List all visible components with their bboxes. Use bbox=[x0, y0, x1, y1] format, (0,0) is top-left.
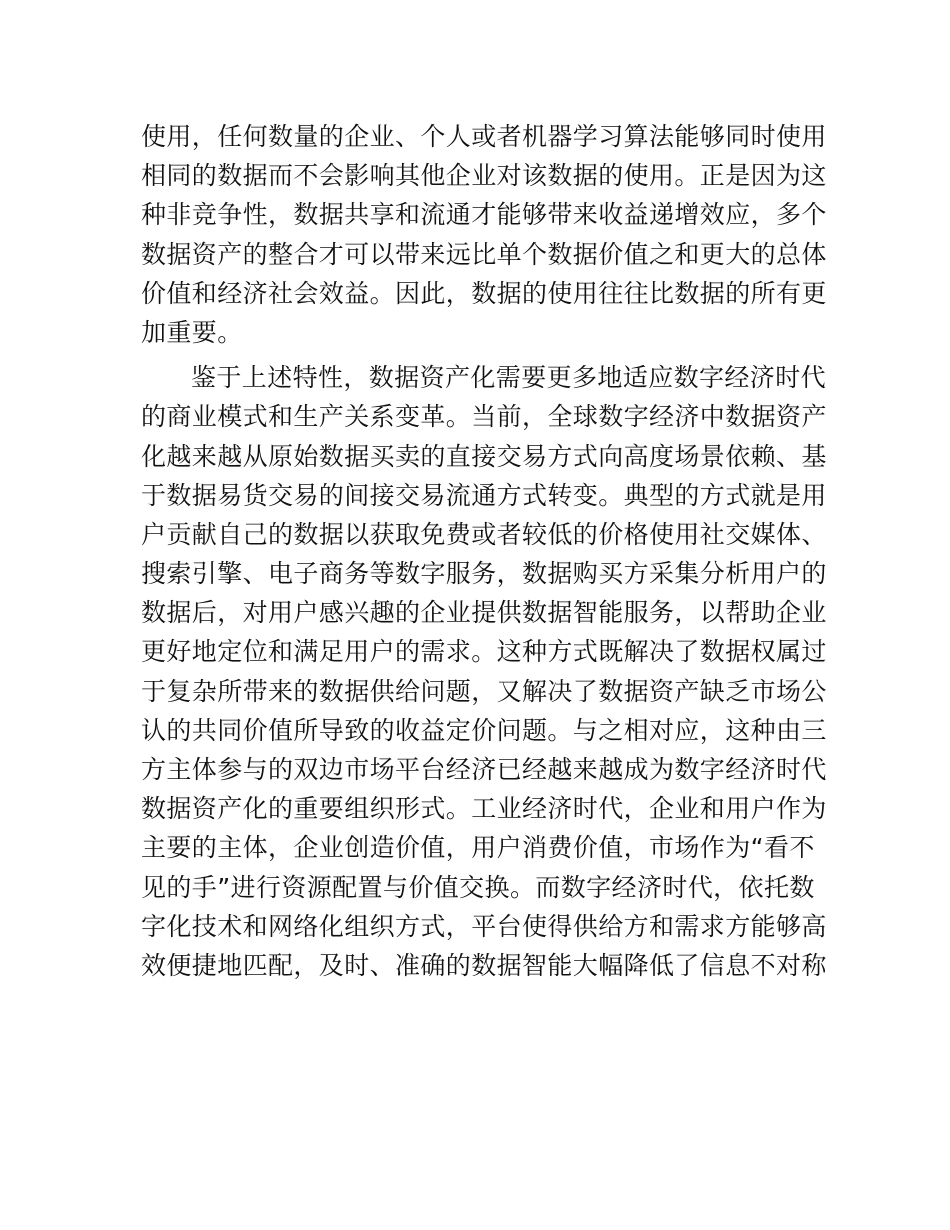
text-line: 效便捷地匹配，及时、准确的数据智能大幅降低了信息不对称 bbox=[141, 950, 827, 980]
text-line: 主要的主体，企业创造价值，用户消费价值，市场作为“看不 bbox=[141, 833, 815, 863]
text-line: 相同的数据而不会影响其他企业对该数据的使用。正是因为这 bbox=[141, 161, 827, 191]
text-line: 种非竞争性，数据共享和流通才能够带来收益递增效应，多个 bbox=[141, 200, 827, 230]
text-line: 数据后，对用户感兴趣的企业提供数据智能服务，以帮助企业 bbox=[141, 598, 827, 628]
text-line: 认的共同价值所导致的收益定价问题。与之相对应，这种由三 bbox=[141, 715, 827, 745]
text-line: 搜索引擎、电子商务等数字服务，数据购买方采集分析用户的 bbox=[141, 559, 827, 589]
text-line: 方主体参与的双边市场平台经济已经越来越成为数字经济时代 bbox=[141, 755, 827, 784]
text-line: 使用，任何数量的企业、个人或者机器学习算法能够同时使用 bbox=[141, 122, 827, 151]
body-text bbox=[141, 117, 827, 985]
text-line: 于数据易货交易的间接交易流通方式转变。典型的方式就是用 bbox=[141, 480, 827, 510]
text-line: 数据资产的整合才可以带来远比单个数据价值之和更大的总体 bbox=[141, 239, 827, 269]
text-line: 于复杂所带来的数据供给问题，又解决了数据资产缺乏市场公 bbox=[141, 676, 827, 706]
text-line: 的商业模式和生产关系变革。当前，全球数字经济中数据资产 bbox=[141, 402, 827, 432]
text-line: 数据资产化的重要组织形式。工业经济时代，企业和用户作为 bbox=[141, 794, 827, 824]
text-line: 字化技术和网络化组织方式，平台使得供给方和需求方能够高 bbox=[141, 911, 827, 941]
text-line-indented: 鉴于上述特性，数据资产化需要更多地适应数字经济时代 bbox=[191, 363, 827, 393]
text-line: 见的手”进行资源配置与价值交换。而数字经济时代，依托数 bbox=[141, 872, 815, 902]
text-line: 更好地定位和满足用户的需求。这种方式既解决了数据权属过 bbox=[141, 637, 827, 667]
text-line: 户贡献自己的数据以获取免费或者较低的价格使用社交媒体、 bbox=[141, 519, 827, 549]
text-line: 化越来越从原始数据买卖的直接交易方式向高度场景依赖、基 bbox=[141, 441, 827, 471]
text-line: 价值和经济社会效益。因此，数据的使用往往比数据的所有更 bbox=[141, 278, 827, 308]
paragraph-2 bbox=[141, 358, 827, 985]
paragraph-1 bbox=[141, 117, 827, 352]
text-line: 加重要。 bbox=[141, 317, 243, 347]
